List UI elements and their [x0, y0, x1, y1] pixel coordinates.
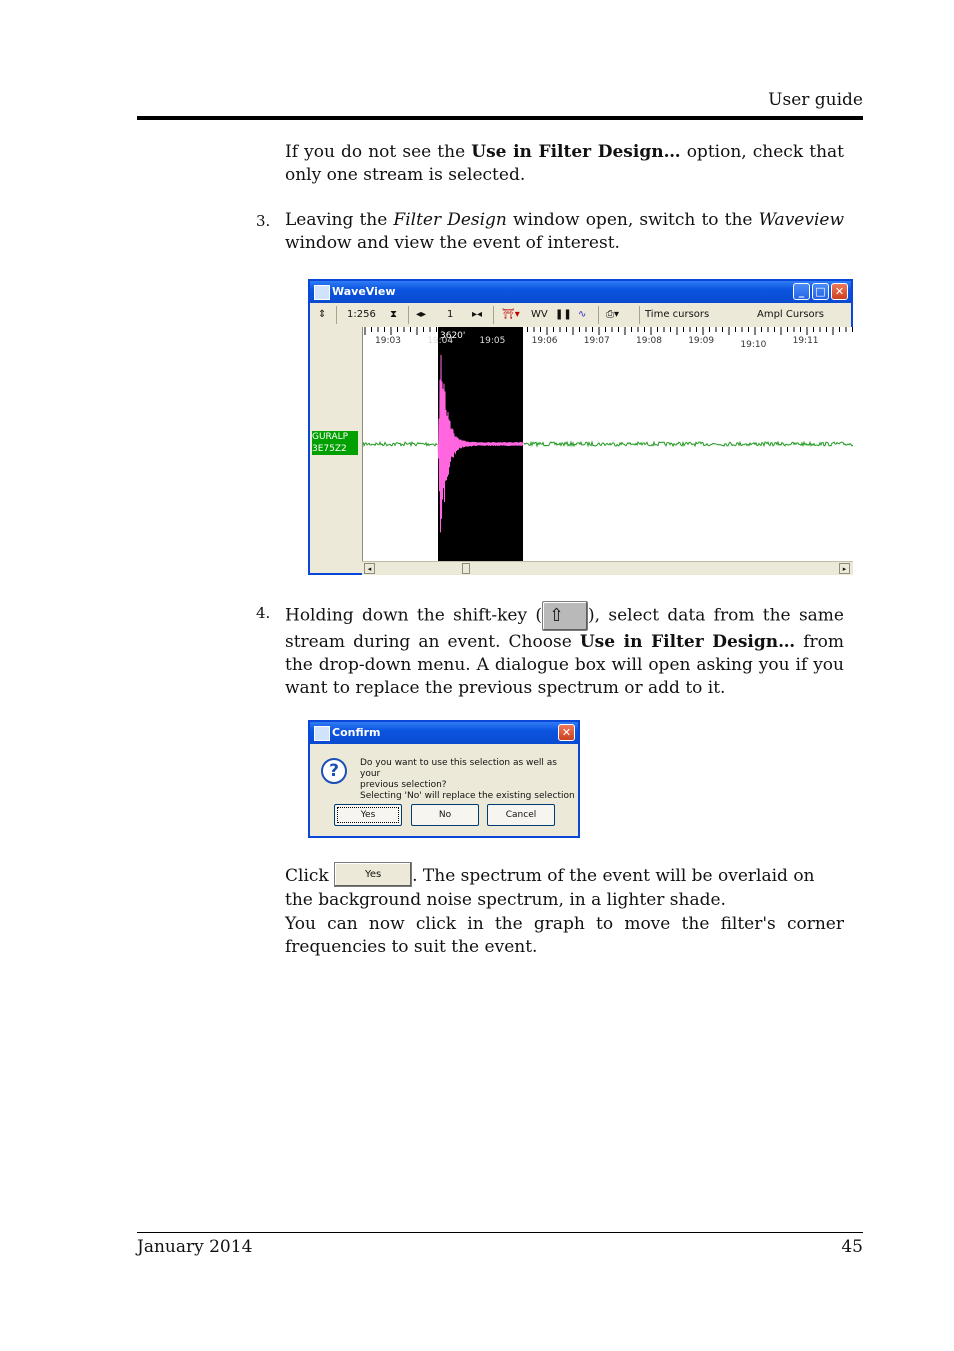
step-3-text-1: Leaving the [285, 210, 394, 230]
step-3-text-3: window and view the event of interest. [285, 233, 620, 253]
click-word: Click [285, 866, 329, 886]
zoom-level[interactable]: 1:256 [347, 309, 376, 320]
step-4-paragraph [285, 601, 844, 700]
after-text: . The spectrum of the event will be overlaid on the background noise spectrum, in a lighter shade. [285, 866, 815, 910]
channel-label-line-2: 3E75Z2 [312, 444, 347, 454]
selection-start-label: 3620' [440, 331, 466, 341]
step-4-text-3: from the drop-down menu. A dialogue box will open asking you if you want to replace the previous spectrum or add to it. [285, 632, 844, 698]
intro-text-post: option, check that only one stream is selected. [285, 142, 844, 185]
waveview-title: WaveView [332, 285, 396, 298]
step-3-text-2: window open, switch to the [506, 210, 759, 230]
yes-button-image: Yes [334, 862, 412, 887]
scroll-right-button[interactable]: ▸ [839, 563, 850, 574]
maximize-button[interactable]: □ [812, 283, 829, 300]
step-value[interactable]: 1 [447, 309, 454, 320]
intro-paragraph [285, 141, 844, 187]
confirm-message-line-3: Selecting 'No' will replace the existing selection [360, 791, 575, 801]
confirm-title-bar [310, 722, 578, 744]
intro-text-pre: If you do not see the [285, 142, 472, 162]
footer-rule [137, 1232, 863, 1233]
channel-panel [310, 327, 363, 561]
question-icon: ? [321, 758, 347, 784]
after-paragraph [285, 864, 844, 912]
step-4-text-1: Holding down the shift-key ( [285, 605, 543, 626]
confirm-dialog [308, 720, 580, 838]
waveview-app-icon [314, 285, 330, 300]
time-tick-label: 19:06 [531, 336, 558, 346]
page-header: User guide [768, 90, 863, 110]
ampl-cursors-button[interactable]: Ampl Cursors [757, 309, 824, 320]
minimize-button[interactable]: _ [793, 283, 810, 300]
waveform-svg [363, 327, 853, 561]
step-4-text-2: ), select data from the same stream during an event. Choose [285, 605, 844, 652]
waveview-window [308, 279, 853, 575]
confirm-close-button[interactable]: ✕ [558, 724, 575, 741]
scroll-left-button[interactable]: ◂ [364, 563, 375, 574]
horizontal-expand-icon[interactable]: ◂▸ [416, 309, 427, 320]
yes-button[interactable]: Yes [334, 804, 402, 826]
step-4-option-name: Use in Filter Design… [579, 632, 796, 652]
vertical-zoom-icon[interactable]: ⧗ [390, 309, 398, 320]
scroll-thumb[interactable] [462, 563, 470, 574]
trigger-icon[interactable]: ⛩▾ [502, 309, 520, 320]
filter-icon[interactable]: ∿ [578, 309, 587, 320]
horizontal-compress-icon[interactable]: ▸◂ [472, 309, 483, 320]
toolbar-separator [408, 306, 409, 324]
waveview-title-bar [310, 281, 851, 303]
vertical-scale-icon[interactable]: ⇕ [318, 309, 327, 320]
step-4-number: 4. [256, 604, 271, 622]
time-tick-label: 19:05 [479, 336, 506, 346]
time-tick-label: 19:08 [636, 336, 662, 346]
time-tick-label: 19:03 [375, 336, 401, 346]
time-tick-label: 19:04 [427, 336, 454, 346]
toolbar-separator [598, 306, 599, 324]
pause-icon[interactable]: ❚❚ [555, 309, 572, 320]
time-tick-label: 19:11 [792, 336, 819, 346]
step-3-number: 3. [256, 212, 271, 230]
noise-trace [524, 442, 853, 446]
wave-mode-icon[interactable]: WV [531, 309, 548, 320]
confirm-title: Confirm [332, 726, 381, 739]
noise-trace [363, 442, 437, 446]
close-button[interactable]: ✕ [831, 283, 848, 300]
time-tick-label: 19:07 [583, 336, 610, 346]
waveview-toolbar [310, 303, 851, 328]
toolbar-separator [639, 306, 640, 324]
toolbar-separator [493, 306, 494, 324]
waveview-window-name: Waveview [758, 210, 845, 230]
confirm-app-icon [314, 726, 330, 741]
no-button[interactable]: No [411, 804, 479, 826]
step-3-paragraph [285, 209, 844, 255]
time-tick-label: 19:09 [688, 336, 715, 346]
horizontal-scrollbar[interactable] [362, 561, 853, 575]
printer-icon[interactable]: ⎙▾ [606, 309, 620, 320]
after-paragraph-2: You can now click in the graph to move the filter's corner frequencies to suit the event. [285, 914, 844, 957]
intro-option-name: Use in Filter Design… [471, 142, 681, 162]
cancel-button[interactable]: Cancel [487, 804, 555, 826]
page-number: 45 [841, 1237, 863, 1257]
channel-label[interactable] [312, 431, 358, 455]
shift-key-image: ⇧ [542, 601, 588, 631]
confirm-message-line-2: previous selection? [360, 780, 447, 790]
waveform-plot[interactable] [363, 327, 853, 561]
header-rule [137, 116, 863, 120]
channel-label-line-1: GURALP [312, 432, 349, 442]
filter-design-window-name: Filter Design [393, 210, 507, 230]
confirm-message [360, 758, 575, 802]
confirm-message-line-1: Do you want to use this selection as well as your [360, 758, 557, 779]
footer-date: January 2014 [137, 1237, 253, 1257]
time-cursors-button[interactable]: Time cursors [645, 309, 710, 320]
toolbar-separator [336, 306, 337, 324]
time-tick-label: 19:10 [740, 340, 767, 350]
